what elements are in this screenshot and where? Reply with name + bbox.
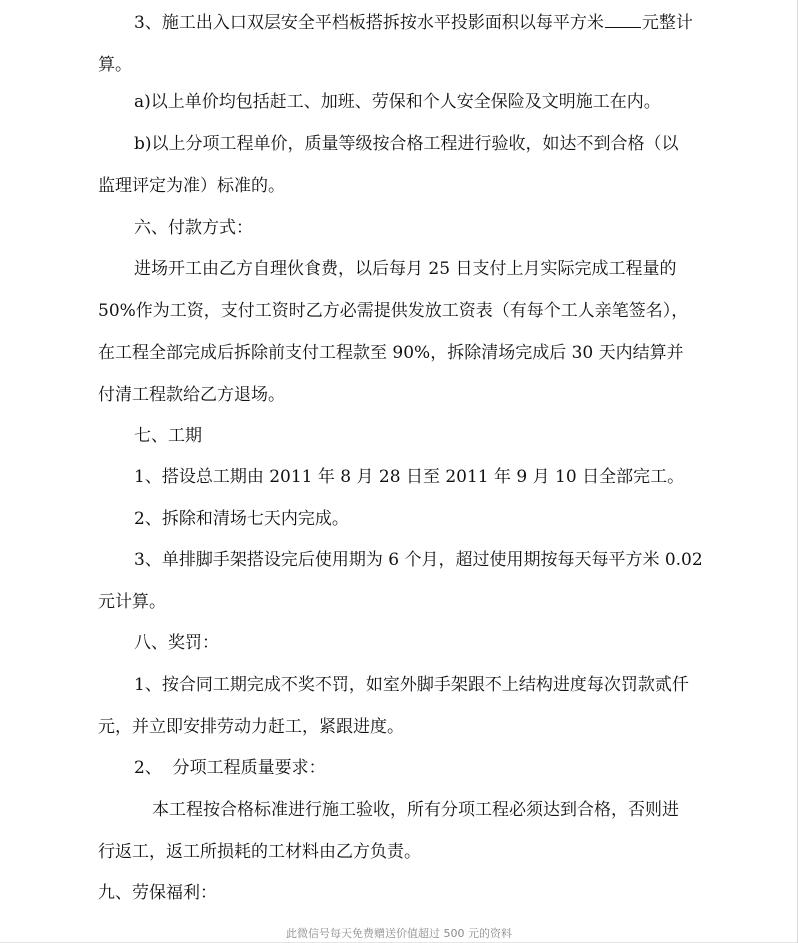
paragraph-line: 2、 分项工程质量要求： xyxy=(134,758,326,778)
paragraph-line: 元计算。 xyxy=(98,592,166,612)
paragraph-note-b xyxy=(98,123,738,207)
paragraph-line: b)以上分项工程单价，质量等级按合格工程进行验收，如达不到合格（以 xyxy=(134,134,679,154)
paragraph-line: a)以上单价均包括赶工、加班、劳保和个人安全保险及文明施工在内。 xyxy=(134,92,661,112)
paragraph-line: 付清工程款给乙方退场。 xyxy=(98,385,285,405)
paragraph-line: 在工程全部完成后拆除前支付工程款至 90%，拆除清场完成后 30 天内结算并 xyxy=(98,343,684,363)
paragraph-item3 xyxy=(98,2,738,86)
section-heading-8 xyxy=(98,622,738,664)
footer-note: 此微信号每天免费赠送价值超过 500 元的资料 xyxy=(286,927,512,940)
section-heading-6 xyxy=(98,207,738,249)
paragraph-line: 50%作为工资，支付工资时乙方必需提供发放工资表（有每个工人亲笔签名）， xyxy=(98,301,689,321)
paragraph-line: 本工程按合格标准进行施工验收，所有分项工程必须达到合格，否则进 xyxy=(152,800,679,820)
paragraph-line xyxy=(98,2,738,44)
paragraph-payment xyxy=(98,248,738,416)
paragraph-line: 2、拆除和清场七天内完成。 xyxy=(134,509,349,529)
paragraph-quality xyxy=(98,789,738,873)
paragraph-schedule-1 xyxy=(98,456,738,498)
section-title: 七、工期 xyxy=(134,426,202,446)
paragraph-note-a xyxy=(98,81,738,123)
paragraph-schedule-3 xyxy=(98,539,738,623)
section-heading-9 xyxy=(98,872,738,914)
paragraph-reward-1 xyxy=(98,664,738,748)
section-title: 八、奖罚： xyxy=(134,633,219,653)
paragraph-schedule-2 xyxy=(98,498,738,540)
paragraph-line: 3、单排脚手架搭设完后使用期为 6 个月，超过使用期按每天每平方米 0.02 xyxy=(134,550,703,570)
paragraph-reward-2 xyxy=(98,747,738,789)
paragraph-line: 监理评定为准）标准的。 xyxy=(98,176,285,196)
paragraph-line: 行返工，返工所损耗的工材料由乙方负责。 xyxy=(98,842,421,862)
section-title: 九、劳保福利： xyxy=(98,883,217,903)
paragraph-line: 元，并立即安排劳动力赶工，紧跟进度。 xyxy=(98,717,404,737)
paragraph-line: 1、搭设总工期由 2011 年 8 月 28 日至 2011 年 9 月 10 日全部完工。 xyxy=(134,467,685,487)
section-title: 六、付款方式： xyxy=(134,218,253,238)
paragraph-line: 1、按合同工期完成不奖不罚，如室外脚手架跟不上结构进度每次罚款贰仟 xyxy=(134,675,689,695)
paragraph-line: 算。 xyxy=(98,55,132,75)
blank-underline xyxy=(605,12,641,28)
text: 3、施工出入口双层安全平档板搭拆按水平投影面积以每平方米 xyxy=(134,13,604,33)
section-heading-7 xyxy=(98,415,738,457)
paragraph-line: 进场开工由乙方自理伙食费，以后每月 25 日支付上月实际完成工程量的 xyxy=(134,259,677,279)
text: 元整计 xyxy=(641,13,693,33)
